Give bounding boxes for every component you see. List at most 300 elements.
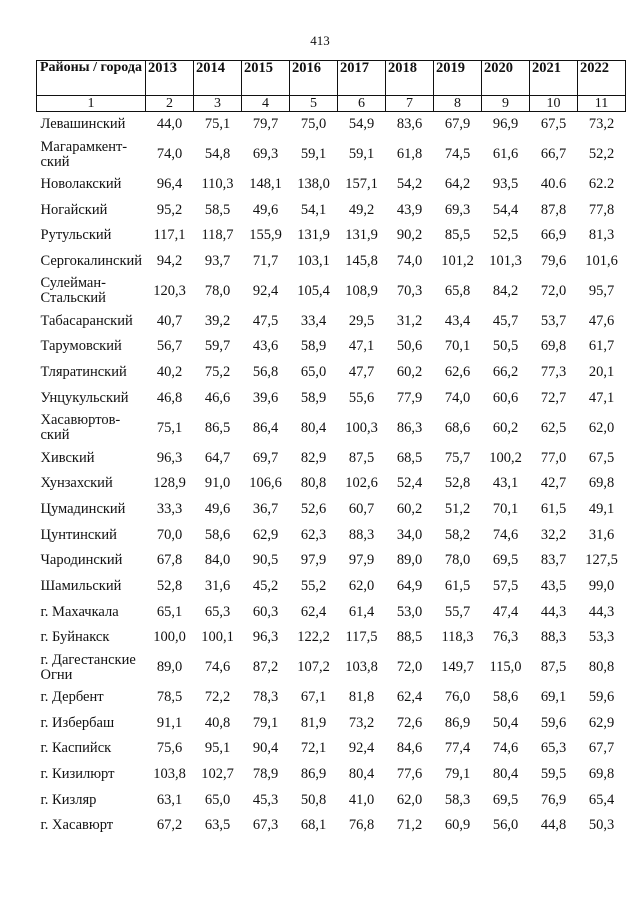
region-name-cell: Новолакский (40, 176, 122, 193)
value-cell: 72,1 (300, 740, 327, 757)
value-cell: 80,4 (300, 419, 327, 436)
region-name-cell: Сулейман-Стальский (40, 275, 106, 307)
value-cell: 77,4 (444, 740, 471, 757)
table-row (37, 685, 626, 711)
table-row (37, 574, 626, 600)
value-cell: 62,9 (252, 526, 279, 543)
value-cell: 52,4 (396, 475, 423, 492)
value-cell: 40.6 (540, 176, 567, 193)
value-cell: 88,3 (540, 629, 567, 646)
value-cell: 54,4 (492, 201, 519, 218)
value-cell: 43,4 (444, 312, 471, 329)
value-cell: 74,0 (444, 389, 471, 406)
value-cell: 77,0 (540, 449, 567, 466)
region-name-cell: Сергокалинский (40, 253, 143, 270)
value-cell: 67,5 (588, 449, 615, 466)
value-cell: 56,0 (492, 817, 519, 834)
value-cell: 59,1 (348, 146, 375, 163)
region-name-cell: г. Махачкала (40, 603, 119, 620)
value-cell: 60,2 (492, 419, 519, 436)
value-cell: 62.2 (588, 176, 615, 193)
value-cell: 44,3 (540, 603, 567, 620)
value-cell: 62,9 (588, 714, 615, 731)
value-cell: 69,3 (252, 146, 279, 163)
value-cell: 58,3 (444, 791, 471, 808)
column-number-row (37, 96, 626, 112)
header-row (37, 61, 626, 96)
region-name-cell: Левашинский (40, 116, 126, 133)
value-cell: 68,1 (300, 817, 327, 834)
region-name-cell: г. Кизилюрт (40, 766, 115, 783)
value-cell: 87,5 (540, 659, 567, 676)
value-cell: 60,9 (444, 817, 471, 834)
value-cell: 106,6 (249, 475, 282, 492)
value-cell: 62,0 (396, 791, 423, 808)
value-cell: 64,9 (396, 577, 423, 594)
value-cell: 50,3 (588, 817, 615, 834)
header-cell-year: 2022 (578, 61, 626, 96)
value-cell: 44,3 (588, 603, 615, 620)
table-row (37, 599, 626, 625)
column-number: 8 (434, 96, 482, 112)
value-cell: 52,8 (444, 475, 471, 492)
value-cell: 76,8 (348, 817, 375, 834)
table-row (37, 471, 626, 497)
value-cell: 85,5 (444, 227, 471, 244)
region-name-cell: Цунтинский (40, 526, 117, 543)
table-row (37, 197, 626, 223)
header-cell-year: 2018 (386, 61, 434, 96)
value-cell: 86,3 (396, 419, 423, 436)
value-cell: 69,5 (492, 791, 519, 808)
value-cell: 44,8 (540, 817, 567, 834)
value-cell: 31,6 (588, 526, 615, 543)
value-cell: 40,7 (156, 312, 183, 329)
value-cell: 52,6 (300, 500, 327, 517)
value-cell: 29,5 (348, 312, 375, 329)
table-row (37, 172, 626, 198)
table-row (37, 138, 626, 172)
value-cell: 66,2 (492, 364, 519, 381)
region-name-cell: г. Хасавюрт (40, 817, 114, 834)
value-cell: 50,8 (300, 791, 327, 808)
value-cell: 41,0 (348, 791, 375, 808)
value-cell: 79,6 (540, 253, 567, 270)
value-cell: 105,4 (297, 282, 330, 299)
value-cell: 75,2 (204, 364, 231, 381)
value-cell: 91,0 (204, 475, 231, 492)
value-cell: 80,8 (300, 475, 327, 492)
value-cell: 78,0 (444, 552, 471, 569)
value-cell: 155,9 (249, 227, 282, 244)
value-cell: 59,5 (540, 766, 567, 783)
value-cell: 117,5 (345, 629, 378, 646)
value-cell: 87,8 (540, 201, 567, 218)
table-body (37, 112, 626, 839)
value-cell: 76,9 (540, 791, 567, 808)
value-cell: 102,6 (345, 475, 378, 492)
table-row (37, 736, 626, 762)
value-cell: 103,8 (153, 766, 186, 783)
value-cell: 81,3 (588, 227, 615, 244)
value-cell: 97,9 (348, 552, 375, 569)
value-cell: 40,8 (204, 714, 231, 731)
region-name-cell: г. Дербент (40, 689, 104, 706)
column-number: 2 (146, 96, 194, 112)
value-cell: 61,4 (348, 603, 375, 620)
value-cell: 79,1 (444, 766, 471, 783)
value-cell: 76,0 (444, 689, 471, 706)
value-cell: 46,6 (204, 389, 231, 406)
value-cell: 71,2 (396, 817, 423, 834)
value-cell: 62,3 (300, 526, 327, 543)
value-cell: 81,8 (348, 689, 375, 706)
statistics-table (36, 60, 626, 839)
value-cell: 56,8 (252, 364, 279, 381)
value-cell: 62,0 (588, 419, 615, 436)
value-cell: 62,5 (540, 419, 567, 436)
value-cell: 55,2 (300, 577, 327, 594)
value-cell: 62,4 (396, 689, 423, 706)
region-name-cell: Хунзахский (40, 475, 113, 492)
value-cell: 36,7 (252, 500, 279, 517)
value-cell: 70,1 (444, 338, 471, 355)
value-cell: 115,0 (489, 659, 522, 676)
value-cell: 20,1 (588, 364, 615, 381)
value-cell: 70,0 (156, 526, 183, 543)
value-cell: 60,7 (348, 500, 375, 517)
value-cell: 45,7 (492, 312, 519, 329)
region-name-cell: г. Дагестанские Огни (40, 651, 136, 683)
value-cell: 99,0 (588, 577, 615, 594)
value-cell: 69,8 (588, 766, 615, 783)
value-cell: 100,0 (153, 629, 186, 646)
value-cell: 61,8 (396, 146, 423, 163)
value-cell: 43,9 (396, 201, 423, 218)
value-cell: 32,2 (540, 526, 567, 543)
value-cell: 64,7 (204, 449, 231, 466)
value-cell: 31,2 (396, 312, 423, 329)
value-cell: 82,9 (300, 449, 327, 466)
value-cell: 63,5 (204, 817, 231, 834)
table-row (37, 522, 626, 548)
column-number: 1 (37, 96, 146, 112)
value-cell: 107,2 (297, 659, 330, 676)
table-row (37, 787, 626, 813)
value-cell: 75,1 (156, 419, 183, 436)
value-cell: 101,3 (489, 253, 522, 270)
value-cell: 92,4 (252, 282, 279, 299)
value-cell: 88,3 (348, 526, 375, 543)
value-cell: 108,9 (345, 282, 378, 299)
value-cell: 59,6 (588, 689, 615, 706)
value-cell: 89,0 (156, 659, 183, 676)
value-cell: 58,9 (300, 338, 327, 355)
value-cell: 77,6 (396, 766, 423, 783)
value-cell: 78,0 (204, 282, 231, 299)
value-cell: 120,3 (153, 282, 186, 299)
value-cell: 65,8 (444, 282, 471, 299)
value-cell: 84,2 (492, 282, 519, 299)
value-cell: 84,0 (204, 552, 231, 569)
value-cell: 67,8 (156, 552, 183, 569)
value-cell: 70,1 (492, 500, 519, 517)
value-cell: 64,2 (444, 176, 471, 193)
value-cell: 58,5 (204, 201, 231, 218)
value-cell: 131,9 (297, 227, 330, 244)
table-row (37, 334, 626, 360)
value-cell: 75,6 (156, 740, 183, 757)
value-cell: 45,3 (252, 791, 279, 808)
value-cell: 40,2 (156, 364, 183, 381)
value-cell: 62,4 (300, 603, 327, 620)
value-cell: 103,1 (297, 253, 330, 270)
value-cell: 96,4 (156, 176, 183, 193)
value-cell: 100,3 (345, 419, 378, 436)
value-cell: 75,1 (204, 116, 231, 133)
table-row (37, 548, 626, 574)
region-name-cell: Хасавюртов-ский (40, 412, 121, 444)
value-cell: 65,3 (204, 603, 231, 620)
value-cell: 65,3 (540, 740, 567, 757)
value-cell: 78,5 (156, 689, 183, 706)
value-cell: 145,8 (345, 253, 378, 270)
value-cell: 49,6 (252, 201, 279, 218)
value-cell: 58,6 (204, 526, 231, 543)
value-cell: 88,5 (396, 629, 423, 646)
value-cell: 83,7 (540, 552, 567, 569)
value-cell: 34,0 (396, 526, 423, 543)
table-row (37, 651, 626, 685)
value-cell: 157,1 (345, 176, 378, 193)
value-cell: 74,6 (492, 526, 519, 543)
value-cell: 86,5 (204, 419, 231, 436)
value-cell: 93,5 (492, 176, 519, 193)
value-cell: 91,1 (156, 714, 183, 731)
column-number: 10 (530, 96, 578, 112)
value-cell: 39,6 (252, 389, 279, 406)
region-name-cell: Рутульский (40, 227, 112, 244)
table-row (37, 249, 626, 275)
value-cell: 67,1 (300, 689, 327, 706)
value-cell: 75,7 (444, 449, 471, 466)
region-name-cell: г. Избербаш (40, 714, 115, 731)
header-cell-year: 2020 (482, 61, 530, 96)
value-cell: 93,7 (204, 253, 231, 270)
header-cell-region: Районы / города (37, 61, 146, 96)
region-name-cell: Чародинский (40, 552, 123, 569)
value-cell: 47,5 (252, 312, 279, 329)
value-cell: 96,3 (252, 629, 279, 646)
value-cell: 101,6 (585, 253, 618, 270)
region-name-cell: Унцукульский (40, 389, 129, 406)
value-cell: 72,2 (204, 689, 231, 706)
region-name-cell: Магарамкент-ский (40, 138, 128, 170)
value-cell: 77,8 (588, 201, 615, 218)
value-cell: 60,2 (396, 364, 423, 381)
value-cell: 149,7 (441, 659, 474, 676)
value-cell: 128,9 (153, 475, 186, 492)
header-cell-year: 2015 (242, 61, 290, 96)
value-cell: 80,4 (492, 766, 519, 783)
value-cell: 95,2 (156, 201, 183, 218)
table-row (37, 762, 626, 788)
value-cell: 43,5 (540, 577, 567, 594)
value-cell: 73,2 (588, 116, 615, 133)
table-row (37, 112, 626, 138)
value-cell: 74,0 (156, 146, 183, 163)
value-cell: 83,6 (396, 116, 423, 133)
value-cell: 131,9 (345, 227, 378, 244)
region-name-cell: Тляратинский (40, 364, 127, 381)
table-row (37, 445, 626, 471)
value-cell: 49,6 (204, 500, 231, 517)
value-cell: 74,6 (204, 659, 231, 676)
value-cell: 47,6 (588, 312, 615, 329)
value-cell: 69,8 (588, 475, 615, 492)
value-cell: 103,8 (345, 659, 378, 676)
value-cell: 69,3 (444, 201, 471, 218)
value-cell: 65,0 (300, 364, 327, 381)
value-cell: 53,7 (540, 312, 567, 329)
value-cell: 95,1 (204, 740, 231, 757)
value-cell: 67,3 (252, 817, 279, 834)
header-cell-year: 2021 (530, 61, 578, 96)
value-cell: 33,3 (156, 500, 183, 517)
region-name-cell: г. Кизляр (40, 791, 97, 808)
value-cell: 84,6 (396, 740, 423, 757)
region-name-cell: Шамильский (40, 577, 122, 594)
value-cell: 62,0 (348, 577, 375, 594)
value-cell: 45,2 (252, 577, 279, 594)
value-cell: 47,1 (588, 389, 615, 406)
value-cell: 97,9 (300, 552, 327, 569)
value-cell: 52,2 (588, 146, 615, 163)
value-cell: 61,5 (540, 500, 567, 517)
region-name-cell: г. Буйнакск (40, 629, 110, 646)
value-cell: 95,7 (588, 282, 615, 299)
value-cell: 122,2 (297, 629, 330, 646)
value-cell: 79,1 (252, 714, 279, 731)
value-cell: 69,1 (540, 689, 567, 706)
column-number: 4 (242, 96, 290, 112)
value-cell: 67,9 (444, 116, 471, 133)
value-cell: 53,3 (588, 629, 615, 646)
value-cell: 58,9 (300, 389, 327, 406)
value-cell: 68,5 (396, 449, 423, 466)
column-number: 3 (194, 96, 242, 112)
value-cell: 118,3 (441, 629, 474, 646)
value-cell: 68,6 (444, 419, 471, 436)
value-cell: 76,3 (492, 629, 519, 646)
value-cell: 55,6 (348, 389, 375, 406)
column-number: 5 (290, 96, 338, 112)
value-cell: 67,5 (540, 116, 567, 133)
value-cell: 90,5 (252, 552, 279, 569)
value-cell: 52,5 (492, 227, 519, 244)
value-cell: 100,2 (489, 449, 522, 466)
page-number: 413 (310, 33, 330, 48)
value-cell: 87,5 (348, 449, 375, 466)
value-cell: 52,8 (156, 577, 183, 594)
value-cell: 74,5 (444, 146, 471, 163)
value-cell: 42,7 (540, 475, 567, 492)
value-cell: 148,1 (249, 176, 282, 193)
value-cell: 61,7 (588, 338, 615, 355)
value-cell: 72,0 (396, 659, 423, 676)
value-cell: 58,2 (444, 526, 471, 543)
value-cell: 47,1 (348, 338, 375, 355)
header-cell-year: 2013 (146, 61, 194, 96)
value-cell: 102,7 (201, 766, 234, 783)
table-row (37, 813, 626, 839)
table-row (37, 223, 626, 249)
value-cell: 63,1 (156, 791, 183, 808)
value-cell: 54,1 (300, 201, 327, 218)
region-name-cell: г. Каспийск (40, 740, 112, 757)
value-cell: 43,6 (252, 338, 279, 355)
table-row (37, 386, 626, 412)
value-cell: 71,7 (252, 253, 279, 270)
value-cell: 117,1 (153, 227, 186, 244)
region-name-cell: Табасаранский (40, 312, 133, 329)
value-cell: 67,2 (156, 817, 183, 834)
value-cell: 90,4 (252, 740, 279, 757)
table-row (37, 710, 626, 736)
value-cell: 78,3 (252, 689, 279, 706)
value-cell: 72,6 (396, 714, 423, 731)
value-cell: 53,0 (396, 603, 423, 620)
region-name-cell: Тарумовский (40, 338, 122, 355)
value-cell: 69,5 (492, 552, 519, 569)
column-number: 6 (338, 96, 386, 112)
value-cell: 66,9 (540, 227, 567, 244)
table-row (37, 360, 626, 386)
value-cell: 110,3 (201, 176, 234, 193)
value-cell: 61,6 (492, 146, 519, 163)
value-cell: 49,2 (348, 201, 375, 218)
value-cell: 80,8 (588, 659, 615, 676)
value-cell: 33,4 (300, 312, 327, 329)
value-cell: 96,9 (492, 116, 519, 133)
value-cell: 59,6 (540, 714, 567, 731)
value-cell: 101,2 (441, 253, 474, 270)
value-cell: 77,9 (396, 389, 423, 406)
value-cell: 47,7 (348, 364, 375, 381)
value-cell: 49,1 (588, 500, 615, 517)
header-cell-year: 2016 (290, 61, 338, 96)
value-cell: 86,4 (252, 419, 279, 436)
value-cell: 100,1 (201, 629, 234, 646)
value-cell: 96,3 (156, 449, 183, 466)
value-cell: 94,2 (156, 253, 183, 270)
header-cell-year: 2017 (338, 61, 386, 96)
value-cell: 62,6 (444, 364, 471, 381)
value-cell: 74,0 (396, 253, 423, 270)
value-cell: 58,6 (492, 689, 519, 706)
value-cell: 79,7 (252, 116, 279, 133)
value-cell: 46,8 (156, 389, 183, 406)
value-cell: 65,4 (588, 791, 615, 808)
column-number: 9 (482, 96, 530, 112)
value-cell: 59,1 (300, 146, 327, 163)
value-cell: 86,9 (300, 766, 327, 783)
value-cell: 60,2 (396, 500, 423, 517)
value-cell: 61,5 (444, 577, 471, 594)
value-cell: 90,2 (396, 227, 423, 244)
value-cell: 55,7 (444, 603, 471, 620)
value-cell: 65,1 (156, 603, 183, 620)
